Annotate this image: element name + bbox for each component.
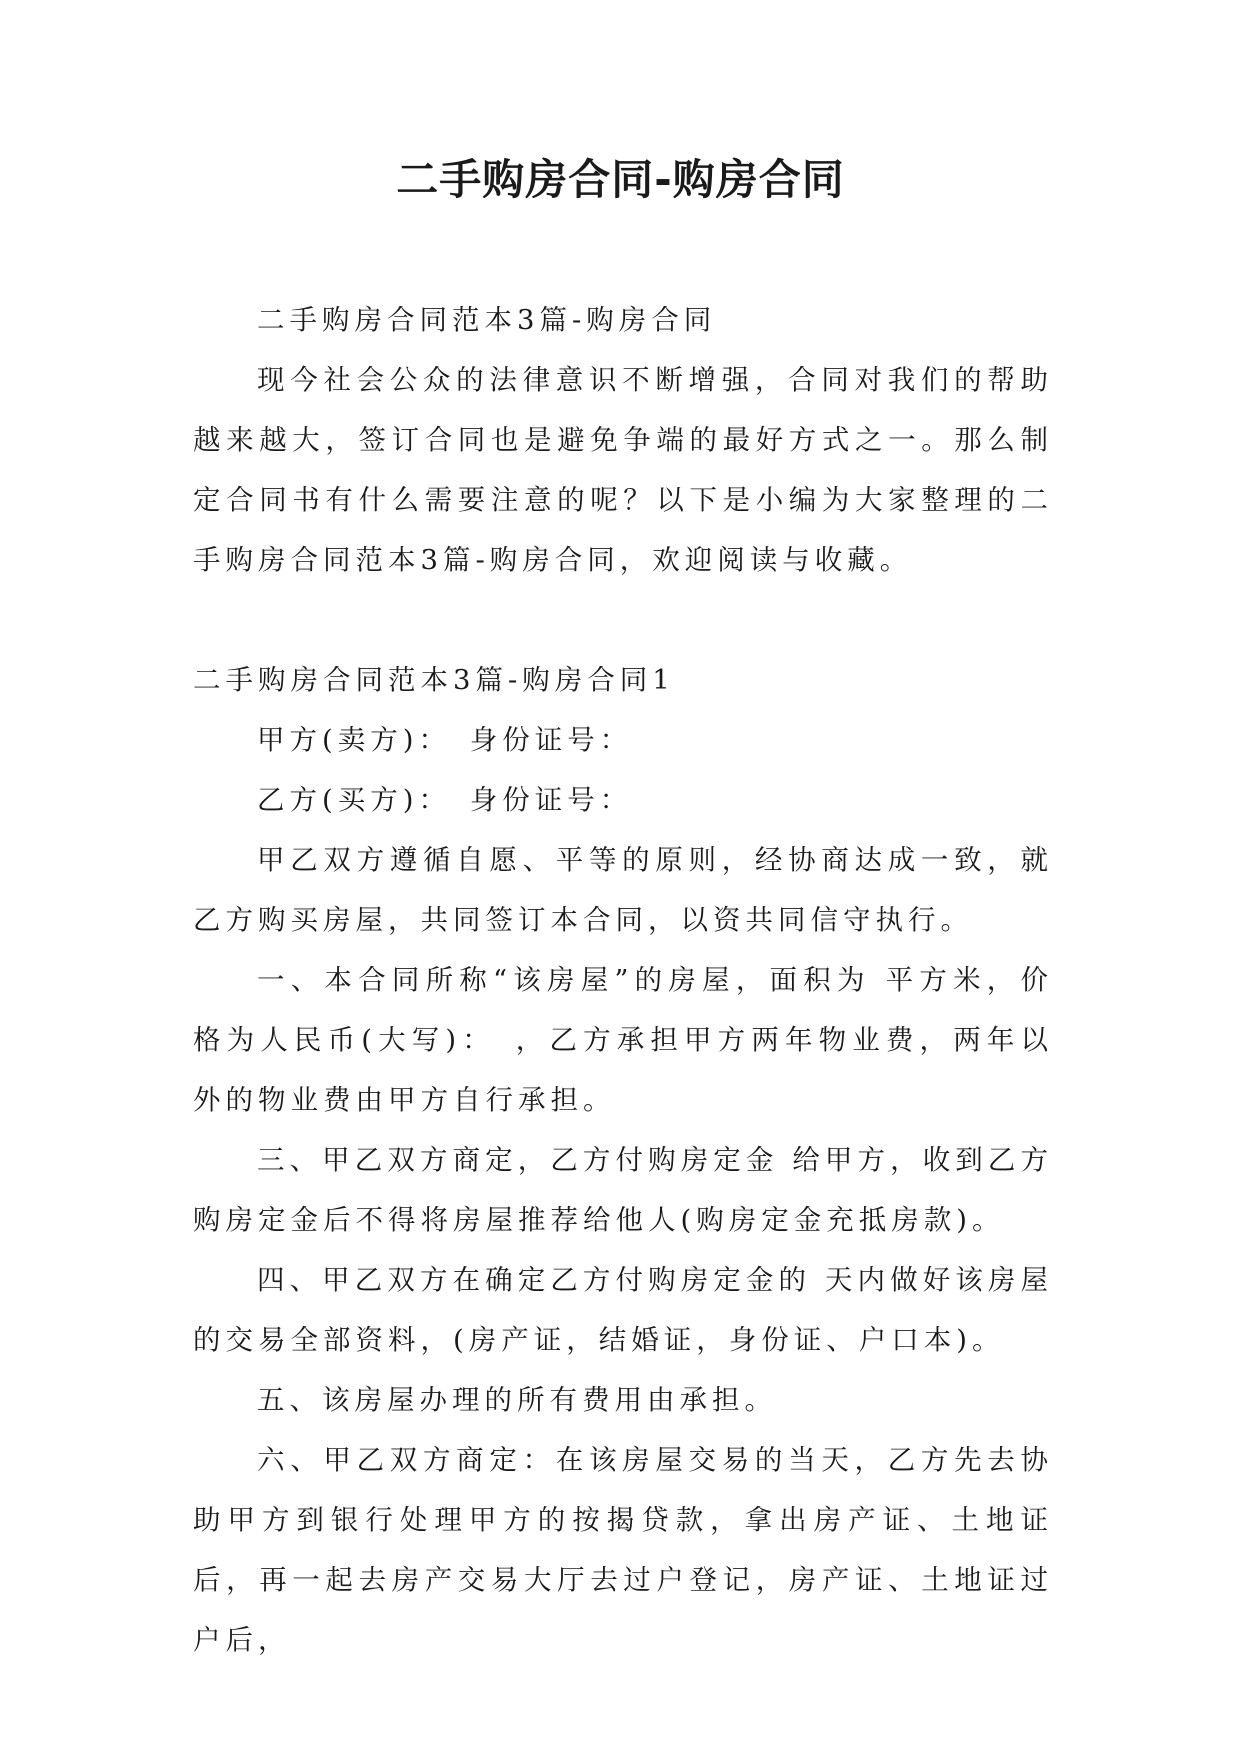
section-heading: 二手购房合同范本3篇-购房合同1	[193, 664, 675, 696]
intro-paragraph: 现今社会公众的法律意识不断增强，合同对我们的帮助越来越大，签订合同也是避免争端的最好方式之一。那么制定合同书有什么需要注意的呢？以下是小编为大家整理的二手购房合同范本3篇-购房合同，欢迎阅读与收藏。	[193, 364, 1053, 576]
clause-4: 四、甲乙双方在确定乙方付购房定金的 天内做好该房屋的交易全部资料，(房产证，结婚证，身份证、户口本)。	[193, 1264, 1053, 1356]
clause-1: 一、本合同所称“该房屋”的房屋，面积为 平方米，价格为人民币(大写)： ，乙方承担甲方两年物业费，两年以外的物业费由甲方自行承担。	[193, 964, 1053, 1116]
paragraph-spacer	[193, 590, 1053, 650]
subtitle-paragraph: 二手购房合同范本3篇-购房合同	[257, 304, 717, 336]
clause-6: 六、甲乙双方商定：在该房屋交易的当天，乙方先去协助甲方到银行处理甲方的按揭贷款，拿出房产证、土地证后，再一起去房产交易大厅去过户登记，房产证、土地证过户后，	[193, 1444, 1053, 1656]
party-a-line: 甲方(卖方)： 身份证号：	[257, 724, 633, 756]
agreement-preamble: 甲乙双方遵循自愿、平等的原则，经协商达成一致，就乙方购买房屋，共同签订本合同，以资共同信守执行。	[193, 844, 1053, 936]
document-body	[193, 290, 1053, 1670]
clause-3: 三、甲乙双方商定，乙方付购房定金 给甲方，收到乙方购房定金后不得将房屋推荐给他人(购房定金充抵房款)。	[193, 1144, 1053, 1236]
clause-5: 五、该房屋办理的所有费用由承担。	[257, 1384, 777, 1416]
document-title: 二手购房合同-购房合同	[396, 155, 845, 204]
party-b-line: 乙方(买方)： 身份证号：	[257, 784, 633, 816]
